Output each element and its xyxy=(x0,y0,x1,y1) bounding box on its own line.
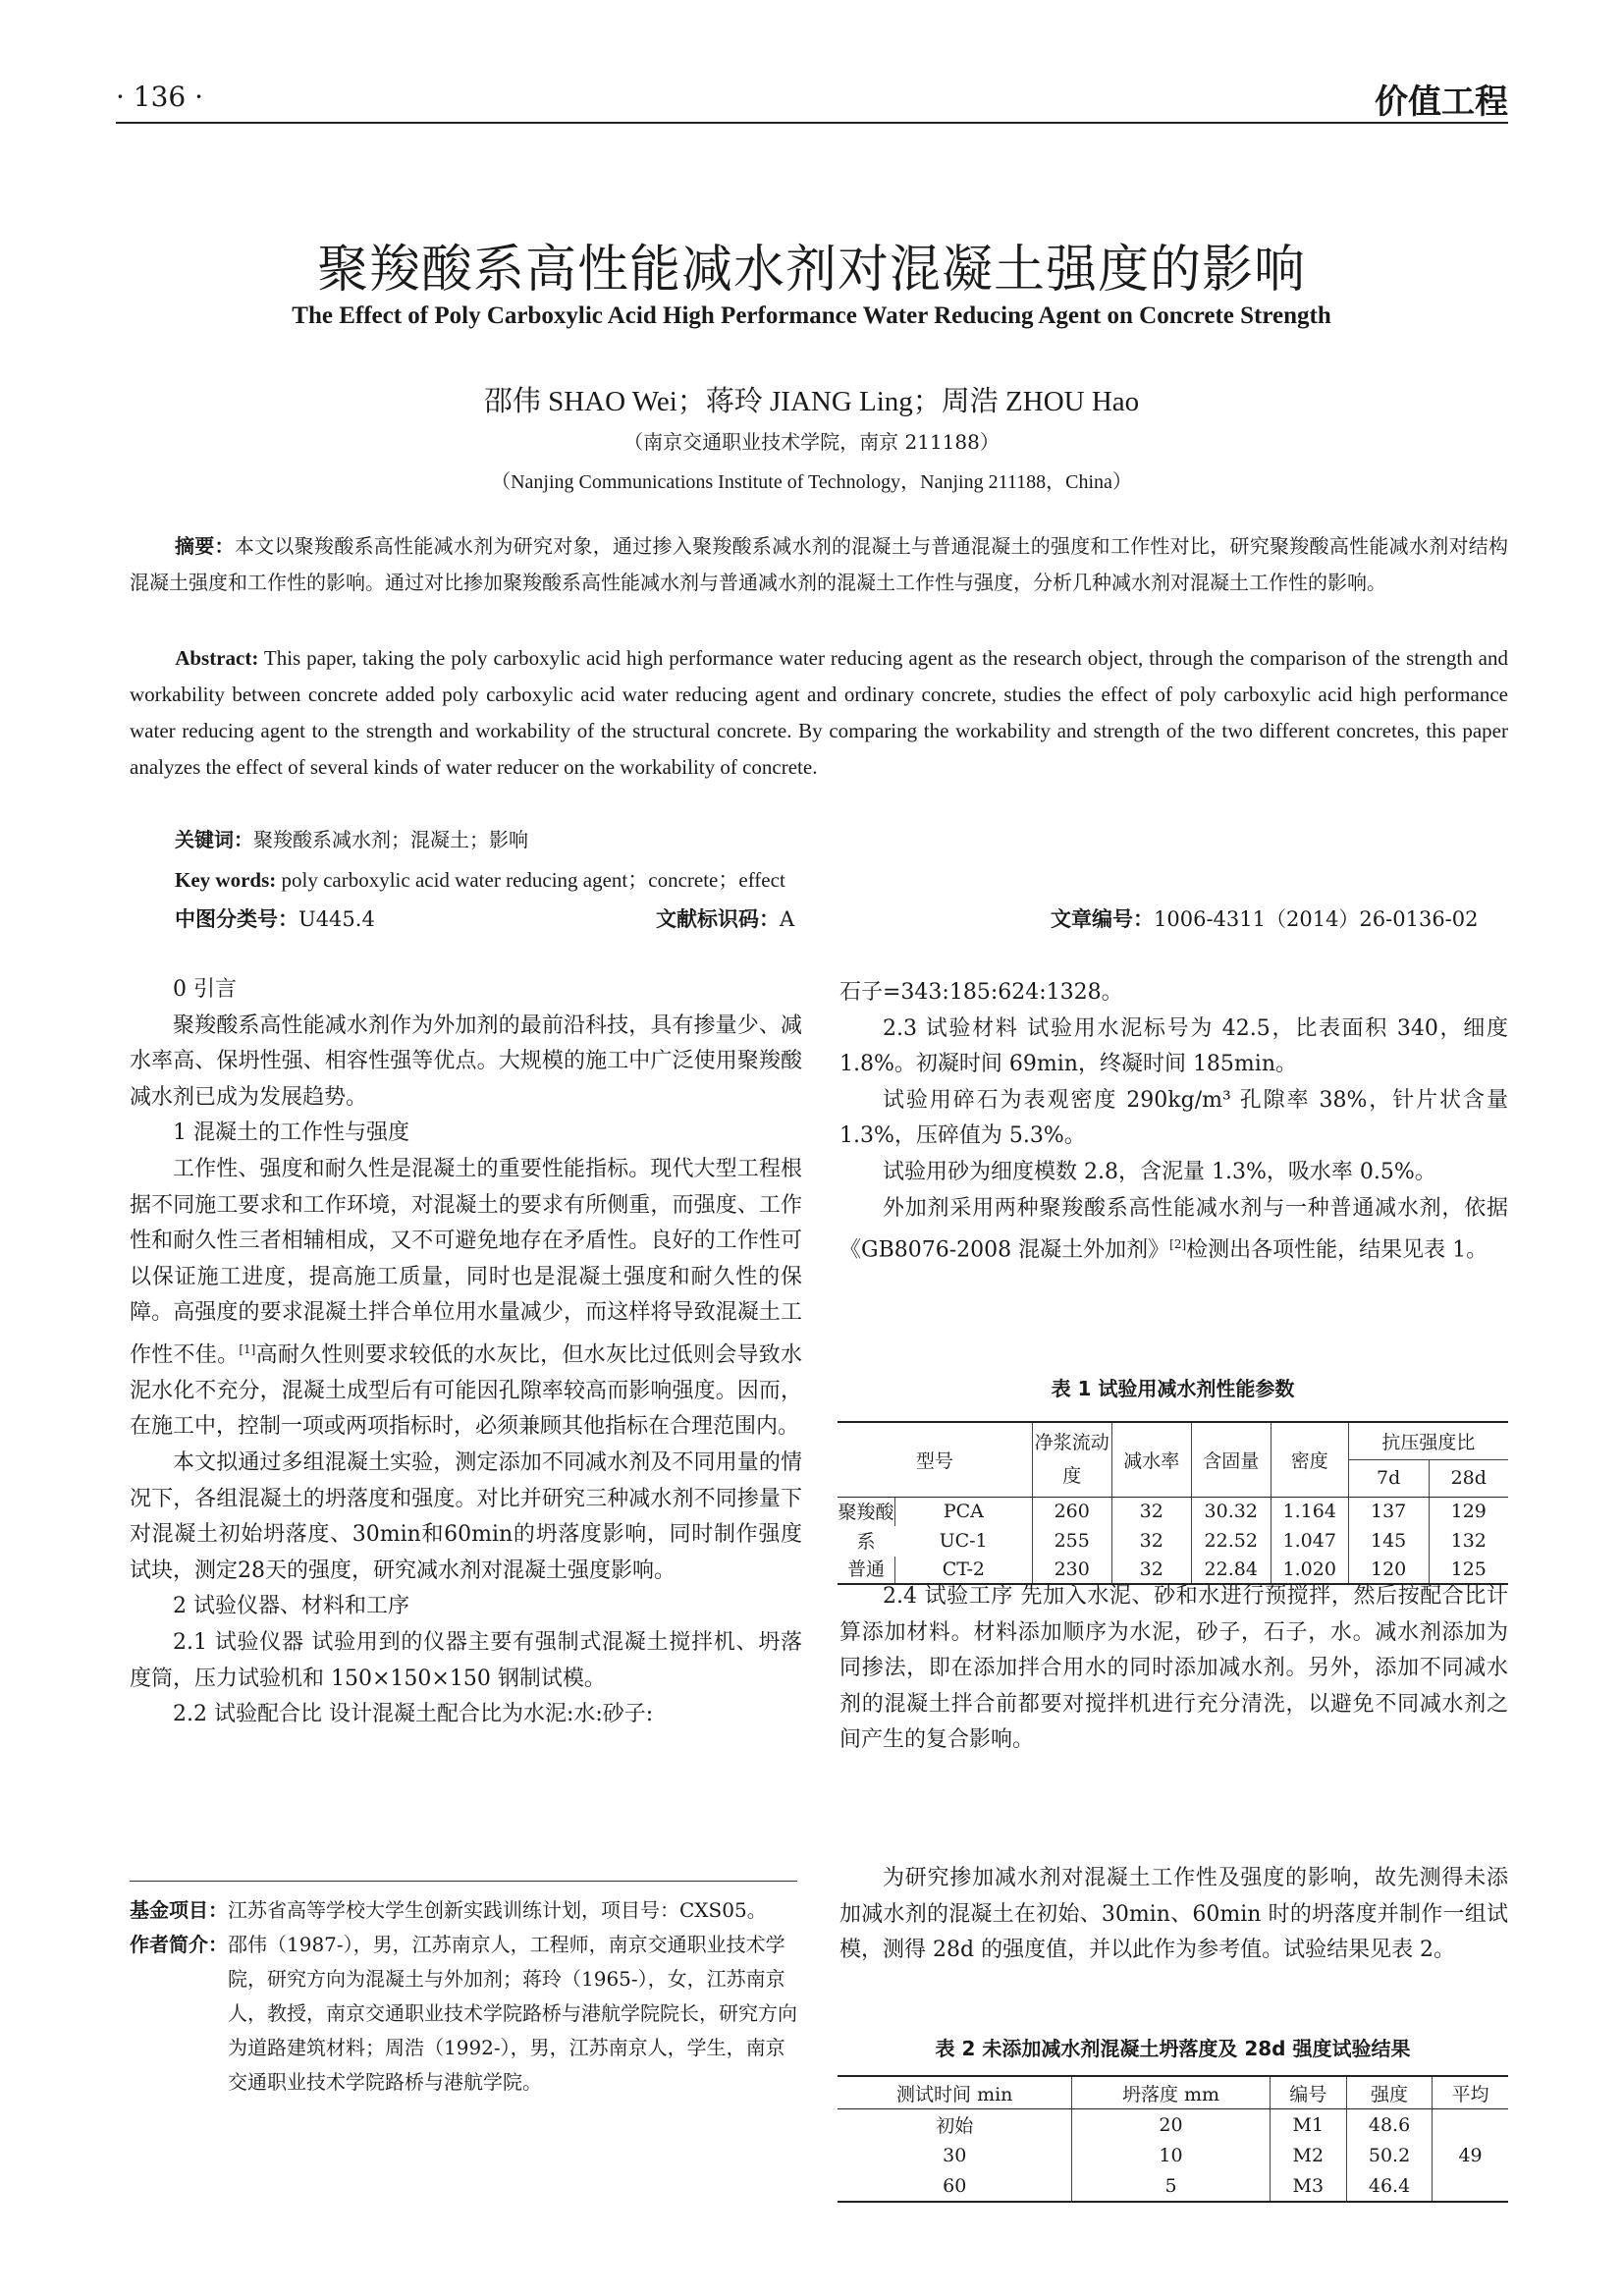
table-cell: M2 xyxy=(1270,2140,1346,2170)
page-number: · 136 · xyxy=(116,81,204,113)
citation-1: [1] xyxy=(239,1341,256,1356)
section-0-heading: 0 引言 xyxy=(173,977,237,1002)
doc-label: 文献标识码： xyxy=(656,906,780,931)
s22-text: 设计混凝土配合比为水泥:水:砂子: xyxy=(321,1702,654,1727)
abstract-cn-label: 摘要： xyxy=(175,534,235,558)
s24-text: 先加入水泥、砂和水进行预搅拌，然后按配合比计算添加材料。材料添加顺序为水泥，砂子，石子，水。减水剂添加为同掺法，即在添加拌合用水的同时添加减水剂。另外，添加不同减水剂的混凝土拌合前都要对搅拌机进行充分清洗，以避免不同减水剂之间产生的复合影响。 xyxy=(839,1584,1508,1753)
table-1-grid xyxy=(838,1421,1508,1585)
abstract-en-text: This paper, taking the poly carboxylic acid high performance water reducing agent as the research object, through the comparison of the strength and workability between concrete added poly carboxylic acid water reducing agent and ordinary concrete, studies the effect of poly carboxylic acid high performance water reducing agent to the strength and workability of the structural concrete. By comparing the workability and strength of the two different concretes, this paper analyzes the effect of several kinds of water reducer on the workability of concrete. xyxy=(130,646,1508,779)
author-note xyxy=(130,1928,802,2100)
reference-paragraph: 为研究掺加减水剂对混凝土工作性及强度的影响，故先测得未添加减水剂的混凝土在初始、30min、60min 时的坍落度并制作一组试模，测得 28d 的强度值，并以此作为参考值。试验结果见表 2。 xyxy=(839,1866,1508,1963)
s24-label: 2.4 试验工序 xyxy=(883,1584,1013,1609)
s21-text: 试验用到的仪器主要有强制式混凝土搅拌机、坍落度筒，压力试验机和 150×150×150 钢制试模。 xyxy=(130,1630,802,1691)
table-cell: 32 xyxy=(1111,1497,1191,1526)
section-1-heading: 1 混凝土的工作性与强度 xyxy=(173,1121,409,1146)
keywords-english xyxy=(175,864,785,894)
left-column xyxy=(130,972,802,1733)
table-cell: 30.32 xyxy=(1191,1497,1271,1526)
table-2 xyxy=(838,2033,1508,2203)
table-cell: 10 xyxy=(1072,2140,1270,2170)
col-header-average: 平均 xyxy=(1433,2076,1508,2109)
col-header-28d: 28d xyxy=(1429,1459,1508,1497)
abstract-chinese xyxy=(130,528,1508,601)
clc-number xyxy=(175,903,375,933)
s21-label: 2.1 试验仪器 xyxy=(173,1630,304,1656)
col-header-strength-ratio: 抗压强度比 xyxy=(1348,1422,1508,1459)
s1-p1-part-b: 高耐久性则要求较低的水灰比，但水灰比过低则会导致水泥水化不充分，混凝土成型后有可能因孔隙率较高而影响强度。因而，在施工中，控制一项或两项指标时，必须兼顾其他指标在合理范围内。 xyxy=(130,1342,802,1440)
fund-note xyxy=(130,1893,802,1928)
article-number xyxy=(1051,903,1479,933)
keywords-en-text: poly carboxylic acid water reducing agent；concrete；effect xyxy=(276,868,785,892)
col-header-id: 编号 xyxy=(1270,2076,1346,2109)
section-1-paragraph-1 xyxy=(130,1152,802,1446)
section-2-3 xyxy=(839,1011,1508,1083)
group-pca: 聚羧酸系 xyxy=(838,1501,894,1553)
affiliation-chinese: （南京交通职业技术学院，南京 211188） xyxy=(623,430,1000,454)
table-row xyxy=(838,2170,1508,2202)
table-cell: 22.52 xyxy=(1191,1526,1271,1556)
s1-p1-part-a: 工作性、强度和耐久性是混凝土的重要性能指标。现代大型工程根据不同施工要求和工作环境，对混凝土的要求有所侧重，而强度、工作性和耐久性三者相辅相成，又不可避免地存在矛盾性。良好的工作性可以保证施工进度，提高施工质量，同时也是混凝土强度和耐久性的保障。高强度的要求混凝土拌合单位用水量减少，而这样将导致混凝土工作性不佳。 xyxy=(130,1156,802,1368)
table-cell: 129 xyxy=(1429,1497,1508,1526)
table-cell: 132 xyxy=(1429,1526,1508,1556)
table-cell: M1 xyxy=(1270,2109,1346,2141)
abstract-english xyxy=(130,640,1508,786)
table-cell: CT-2 xyxy=(895,1557,1033,1584)
table-row xyxy=(838,2109,1508,2141)
group-ordinary: 普通 xyxy=(846,1558,885,1580)
table-cell: UC-1 xyxy=(939,1529,988,1552)
col-header-reduce: 减水率 xyxy=(1111,1422,1191,1497)
title-chinese: 聚羧酸系高性能减水剂对混凝土强度的影响 xyxy=(316,241,1306,300)
keywords-chinese xyxy=(175,824,528,852)
gravel-paragraph: 试验用碎石为表观密度 290kg/m³ 孔隙率 38%，针片状含量 1.3%，压碎值为 5.3%。 xyxy=(839,1087,1508,1149)
fund-label: 基金项目： xyxy=(130,1898,228,1922)
right-column-bottom xyxy=(839,1861,1508,1969)
col-header-7d: 7d xyxy=(1348,1459,1429,1497)
table-1 xyxy=(838,1373,1508,1585)
section-0-paragraph: 聚羧酸系高性能减水剂作为外加剂的最前沿科技，具有掺量少、减水率高、保坍性强、相容性强等优点。大规模的施工中广泛使用聚羧酸减水剂已成为发展趋势。 xyxy=(130,1012,802,1110)
section-2-heading: 2 试验仪器、材料和工序 xyxy=(173,1594,409,1619)
table-cell: 60 xyxy=(943,2174,967,2197)
s23-label: 2.3 试验材料 xyxy=(883,1015,1019,1041)
clc-label: 中图分类号： xyxy=(175,906,298,931)
table-1-caption: 表 1 试验用减水剂性能参数 xyxy=(1051,1377,1295,1400)
table-cell: 120 xyxy=(1348,1557,1429,1584)
col-header-strength: 强度 xyxy=(1347,2076,1433,2109)
table-cell: 22.84 xyxy=(1191,1557,1271,1584)
table-2-grid xyxy=(838,2075,1508,2203)
keywords-cn-text: 聚羧酸系减水剂；混凝土；影响 xyxy=(253,828,528,851)
section-2-1 xyxy=(130,1625,802,1697)
table-cell: 5 xyxy=(1072,2170,1270,2202)
sand-paragraph: 试验用砂为细度模数 2.8，含泥量 1.3%，吸水率 0.5%。 xyxy=(883,1159,1436,1184)
table-cell: 1.047 xyxy=(1271,1526,1348,1556)
journal-name: 价值工程 xyxy=(1375,82,1508,122)
section-2-4 xyxy=(839,1579,1508,1759)
table-cell: M3 xyxy=(1270,2170,1346,2202)
table-cell: 50.2 xyxy=(1347,2140,1433,2170)
keywords-en-label: Key words: xyxy=(175,868,277,892)
average-cell: 49 xyxy=(1433,2109,1508,2203)
col-header-slump: 坍落度 mm xyxy=(1072,2076,1270,2109)
table-cell: 260 xyxy=(1032,1497,1111,1526)
author-text: 邵伟（1987-），男，江苏南京人，工程师，南京交通职业技术学院，研究方向为混凝土与外加剂；蒋玲（1965-），女，江苏南京人，教授，南京交通职业技术学院路桥与港航学院院长，研究方向为道路建筑材料；周浩（1992-），男，江苏南京人，学生，南京交通职业技术学院路桥与港航学院。 xyxy=(228,1933,797,2094)
article-label: 文章编号： xyxy=(1051,906,1154,931)
table-cell: PCA xyxy=(895,1497,1033,1526)
header-rule xyxy=(116,122,1508,124)
section-2-2 xyxy=(130,1697,802,1733)
table-cell: 230 xyxy=(1032,1557,1111,1584)
table-cell: 32 xyxy=(1111,1557,1191,1584)
right-column-middle xyxy=(839,1579,1508,1759)
table-cell: 255 xyxy=(1032,1526,1111,1556)
footnotes xyxy=(130,1893,802,2100)
abstract-en-label: Abstract: xyxy=(175,646,259,670)
article-value: 1006-4311（2014）26-0136-02 xyxy=(1154,907,1479,931)
table-row xyxy=(838,2140,1508,2170)
col-header-time: 测试时间 min xyxy=(838,2076,1072,2109)
keywords-cn-label: 关键词： xyxy=(175,828,253,851)
document-code xyxy=(656,903,794,933)
table-cell: 20 xyxy=(1072,2109,1270,2141)
table-cell: 145 xyxy=(1348,1526,1429,1556)
col-header-type: 型号 xyxy=(838,1422,1032,1497)
author-label: 作者简介： xyxy=(130,1933,228,1956)
title-english: The Effect of Poly Carboxylic Acid High Performance Water Reducing Agent on Concrete Strength xyxy=(292,302,1331,329)
affiliation-english: （Nanjing Communications Institute of Technology，Nanjing 211188，China） xyxy=(491,471,1132,493)
doc-value: A xyxy=(780,907,795,931)
s22-label: 2.2 试验配合比 xyxy=(173,1702,322,1727)
table-cell: 32 xyxy=(1111,1526,1191,1556)
col-header-solid: 含固量 xyxy=(1191,1422,1271,1497)
s23-text: 试验用水泥标号为 42.5，比表面积 340，细度 1.8%。初凝时间 69min，终凝时间 185min。 xyxy=(839,1015,1508,1077)
table-cell: 137 xyxy=(1348,1497,1429,1526)
admix-part-a: 外加剂采用两种聚羧酸系高性能减水剂与一种普通减水剂，依据《GB8076-2008 混凝土外加剂》 xyxy=(839,1195,1508,1263)
table-cell: 46.4 xyxy=(1347,2170,1433,2202)
footnote-rule xyxy=(130,1881,797,1882)
authors: 邵伟 SHAO Wei；蒋玲 JIANG Ling；周浩 ZHOU Hao xyxy=(483,386,1140,417)
table-cell: 125 xyxy=(1429,1557,1508,1584)
fund-text: 江苏省高等学校大学生创新实践训练计划，项目号：CXS05。 xyxy=(228,1898,767,1922)
table-cell: 1.164 xyxy=(1271,1497,1348,1526)
table-cell: 初始 xyxy=(936,2115,974,2137)
table-2-caption: 表 2 未添加减水剂混凝土坍落度及 28d 强度试验结果 xyxy=(935,2037,1411,2060)
right-column-top xyxy=(839,975,1508,1269)
ratio-continuation: 石子=343:185:624:1328。 xyxy=(839,980,1123,1005)
section-1-paragraph-2: 本文拟通过多组混凝土实验，测定添加不同减水剂及不同用量的情况下，各组混凝土的坍落度和强度。对比并研究三种减水剂不同掺量下对混凝土初始坍落度、30min和60min的坍落度影响，同时制作强度试块，测定28天的强度，研究减水剂对混凝土强度影响。 xyxy=(130,1450,802,1583)
abstract-cn-text: 本文以聚羧酸系高性能减水剂为研究对象，通过掺入聚羧酸系减水剂的混凝土与普通混凝土的强度和工作性对比，研究聚羧酸高性能减水剂对结构混凝土强度和工作性的影响。通过对比掺加聚羧酸系高性能减水剂与普通减水剂的混凝土工作性与强度，分析几种减水剂对混凝土工作性的影响。 xyxy=(130,534,1509,594)
table-cell: 48.6 xyxy=(1347,2109,1433,2141)
table-cell: 1.020 xyxy=(1271,1557,1348,1584)
col-header-flow: 净浆流动度 xyxy=(1032,1422,1111,1497)
col-header-density: 密度 xyxy=(1271,1422,1348,1497)
admixture-paragraph xyxy=(839,1191,1508,1270)
admix-part-b: 检测出各项性能，结果见表 1。 xyxy=(1186,1237,1488,1263)
citation-2: [2] xyxy=(1169,1237,1187,1252)
table-cell: 30 xyxy=(943,2144,967,2166)
clc-value: U445.4 xyxy=(298,907,375,931)
